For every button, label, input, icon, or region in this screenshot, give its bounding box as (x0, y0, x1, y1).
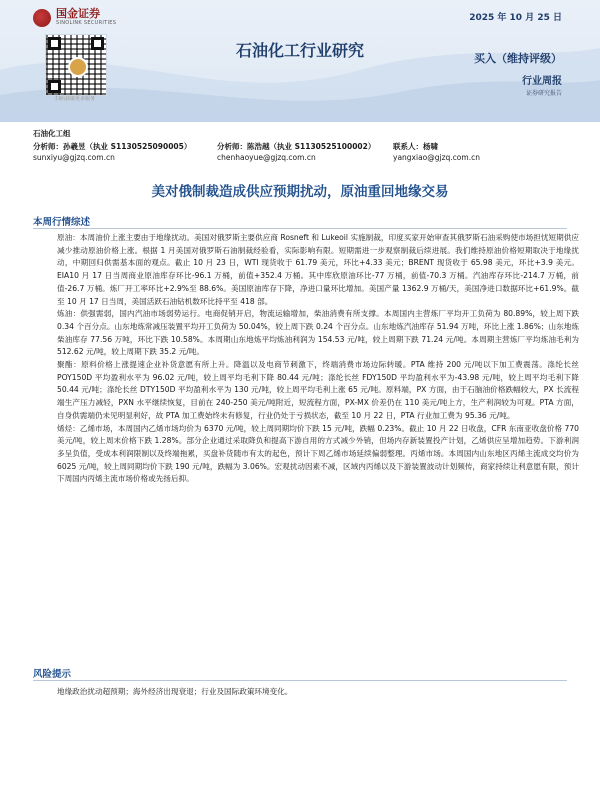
section-title-weekly-review: 本周行情综述 (33, 217, 91, 228)
headline: 美对俄制裁造成供应预期扰动，原油重回地缘交易 (151, 184, 449, 200)
weekly-review-body (57, 232, 579, 486)
team-name: 石油化工组 (33, 129, 71, 138)
paragraph-crude-oil: 原油：本周油价上涨主要由于地缘扰动。美国对俄罗斯主要供应商 Rosneft 和 Lukeoil 实施制裁，印度买家开始审查其俄罗斯石油采购使市场担忧短期供应减少推动原油价格上涨。根据 1 月美国对俄罗斯石油制裁经验看，实际影响有限。短期需进一步观察制裁后续进展。我们维持原油价格短期取决于地缘扰动，中期回归供需基本面的观点。截止 10 月 23 日，WTI 现货收于 61.79 美元，环比+4.33 美元；BRENT 现货收于 65.98 美元，环比+3.9 美元。EIA10 月 17 日当周商业原油库存环比-96.1 万桶，前值+352.4 万桶。其中库欣原油环比-77 万桶，前值-70.3 万桶。汽油库存环比-214.7 万桶，前值-26.7 万桶。炼厂开工率环比+2.9%至 88.6%。美国原油库存下降，净进口量环比增加。美国产量 1362.9 万桶/天，美国净进口数据环比+61.9%。截至 10 月 17 日当周，美国活跃石油钻机数环比持平至 418 部。 (57, 233, 579, 306)
report-subtype: 证券研究报告 (525, 90, 562, 97)
qr-caption: 扫码获取更多服务 (54, 96, 95, 102)
section-title-risk: 风险提示 (33, 669, 72, 680)
analyst-1-email[interactable]: sunxiyu@gjzq.com.cn (33, 153, 115, 162)
analyst-2-label: 分析师：陈浩越（执业 S1130525100002） (217, 142, 376, 151)
report-date: 2025 年 10 月 25 日 (469, 13, 562, 23)
risk-text: 地缘政治扰动超预期；海外经济出现衰退；行业及国际政策环境变化。 (57, 687, 293, 696)
contact-email[interactable]: yangxiao@gjzq.com.cn (393, 153, 480, 162)
analyst-block (33, 128, 573, 163)
section-divider (33, 228, 567, 229)
analyst-2-email[interactable]: chenhaoyue@gjzq.com.cn (217, 153, 316, 162)
qr-code-icon (45, 34, 107, 96)
report-header (0, 0, 600, 122)
report-title: 石油化工行业研究 (235, 41, 364, 60)
brand-logo (33, 8, 116, 27)
report-type: 行业周报 (522, 76, 562, 87)
paragraph-refining: 炼油：供强需弱，国内汽油市场弱势运行。电商促销开启，物流运输增加，柴油消费有所支撑。本周国内主营炼厂平均开工负荷为 80.89%，较上周下跌 0.34 个百分点。山东地炼常减压装置平均开工负荷为 50.04%，较上周下跌 0.24 个百分点。山东地炼汽油库存 51.94 万吨，环比上涨 1.86%；山东地炼柴油库存 77.56 万吨，环比下跌 10.58%。本周期山东地炼平均炼油利润为 154.53 元/吨，较上周期下跌 71.24 元/吨。本周期主营炼厂平均炼油毛利为 512.62 元/吨，较上周期下跌 35.2 元/吨。 (57, 309, 579, 357)
section-divider (33, 680, 567, 681)
paragraph-polyester: 聚酯：原料价格上涨提速企业补货意愿有所上升。降温以及电商节刺激下，终端消费市场边际转暖。PTA 维持 200 元/吨以下加工费震荡。涤纶长丝 POY150D 平均盈利水平为 96.02 元/吨，较上周平均毛利下降 80.44 元/吨；涤纶长丝 FDY150D 平均盈利水平为-43.98 元/吨，较上周平均毛利下降 50.44 元/吨；涤纶长丝 DTY150D 平均盈利水平为 130 元/吨，较上周平均毛利上涨 65 元/吨。原料端，PX 方面，由于石脑油价格跌幅较大，PX 长流程端生产压力减轻，PXN 水平继续恢复，目前在 240-250 美元/吨附近，短流程方面，PX-MX 价差仍在 110 美元/吨上方，生产利润较为可观。PTA 方面，自身供需端仍未见明显利好，故 PTA 加工费始终未有修复，行业仍处于亏损状态，截至 10 月 22 日，PTA 行业加工费为 95.36 元/吨。 (57, 360, 579, 420)
logo-mark-icon (33, 9, 51, 27)
brand-name-cn: 国金证券 (56, 7, 100, 20)
paragraph-olefins: 烯烃：乙烯市场，本周国内乙烯市场均价为 6370 元/吨，较上周同期均价下跌 15 元/吨，跌幅 0.23%。截止 10 月 22 日收盘，CFR 东南亚收盘价格 770 美元/吨，较上周末价格下跌 1.28%。部分企业通过采取降负和提高下游自用的方式减少外销，但场内存新装置投产计划，乙烯供应呈增加趋势。下游利润多呈负值，受成本利润限制以及终端拖累，买盘补货随市有太的起色，预计下周乙烯市场延续偏弱整理。丙烯市场。本周国内山东地区丙烯主流成交均价为 6025 元/吨，较上周同期均价下跌 190 元/吨，跌幅为 3.06%。宏观扰动因素不减，区域内丙烯以及下游装置波动计划频传，商家持续让利意愿有限，预计下周国内丙烯主流市场价格或先扬后抑。 (57, 423, 579, 484)
analyst-1-label: 分析师：孙羲昱（执业 S1130525090005） (33, 142, 192, 151)
brand-name-en: SINOLINK SECURITIES (56, 20, 117, 26)
contact-label: 联系人：杨啸 (393, 142, 438, 151)
rating-badge: 买入（维持评级） (474, 52, 562, 65)
